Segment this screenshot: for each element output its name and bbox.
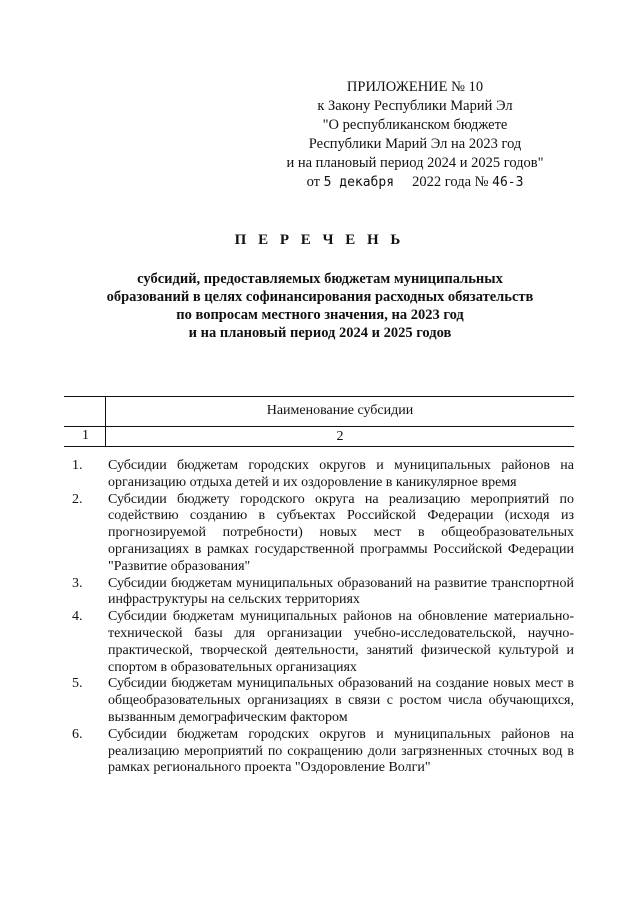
column-index-1: 1 bbox=[82, 428, 89, 443]
document-title: П Е Р Е Ч Е Н Ь bbox=[234, 232, 405, 248]
number-handwritten: 46-З bbox=[492, 175, 524, 190]
column-index-2: 2 bbox=[336, 429, 344, 444]
appendix-header bbox=[250, 78, 580, 192]
item-number: 3. bbox=[72, 575, 83, 591]
item-text: Субсидии бюджету городского округа на реализацию мероприятий по содействию созданию в субъектах Российской Федерации (исходя из прогнозируемой потребности) новых мест в общеобразовательных организациях в рамках государственной программы Российской Федерации "Развитие образования" bbox=[108, 491, 574, 574]
item-number: 2. bbox=[72, 491, 83, 507]
item-number: 4. bbox=[72, 609, 83, 625]
date-handwritten: 5 декабря bbox=[323, 175, 395, 190]
item-number: 6. bbox=[72, 726, 83, 742]
law-date-line bbox=[250, 173, 580, 192]
subtitle-line: и на плановый период 2024 и 2025 годов bbox=[188, 325, 452, 341]
table-divider bbox=[64, 426, 574, 427]
list-item bbox=[72, 676, 574, 726]
item-text: Субсидии бюджетам муниципальных районов на обновление материально-технической базы для организации учебно-исследовательской, научно-практической, творческой деятельности, занятий физической культурой и спортом в образовательных организациях bbox=[108, 609, 574, 675]
list-item bbox=[72, 727, 574, 777]
appendix-line: Республики Марий Эл на 2023 год bbox=[308, 136, 522, 152]
subtitle-line: субсидий, предоставляемых бюджетам муниципальных bbox=[137, 271, 503, 287]
table-header bbox=[64, 396, 574, 447]
item-number: 1. bbox=[72, 458, 83, 473]
subtitle-line: образований в целях софинансирования расходных обязательств bbox=[106, 289, 534, 305]
appendix-line: ПРИЛОЖЕНИЕ № 10 bbox=[346, 79, 484, 95]
list-item bbox=[72, 609, 574, 676]
number-prefix: № bbox=[474, 174, 489, 190]
appendix-line: и на плановый период 2024 и 2025 годов" bbox=[286, 155, 544, 171]
item-text: Субсидии бюджетам муниципальных образований на развитие транспортной инфраструктуры на сельских территориях bbox=[108, 575, 574, 608]
appendix-line: "О республиканском бюджете bbox=[322, 117, 508, 133]
item-text: Субсидии бюджетам городских округов и муниципальных районов на реализацию мероприятий по сокращению доли загрязненных сточных вод в рамках регионального проекта "Оздоровление Волги" bbox=[108, 726, 574, 776]
item-text: Субсидии бюджетам муниципальных образований на создание новых мест в общеобразовательных организациях в связи с ростом числа обучающихся, вызванным демографическим фактором bbox=[108, 676, 574, 725]
item-text: Субсидии бюджетам городских округов и муниципальных районов на организацию отдыха детей и их оздоровление в каникулярное время bbox=[108, 458, 574, 490]
appendix-line: к Закону Республики Марий Эл bbox=[317, 98, 513, 114]
subsidy-list bbox=[72, 458, 574, 777]
date-prefix: от bbox=[306, 174, 320, 190]
date-year: 2022 года bbox=[412, 174, 472, 190]
document-subtitle bbox=[80, 270, 560, 342]
list-item bbox=[72, 458, 574, 492]
column-header-name: Наименование субсидии bbox=[266, 403, 414, 418]
list-item bbox=[72, 492, 574, 576]
subtitle-line: по вопросам местного значения, на 2023 год bbox=[176, 307, 464, 323]
item-number: 5. bbox=[72, 676, 83, 692]
list-item bbox=[72, 576, 574, 610]
